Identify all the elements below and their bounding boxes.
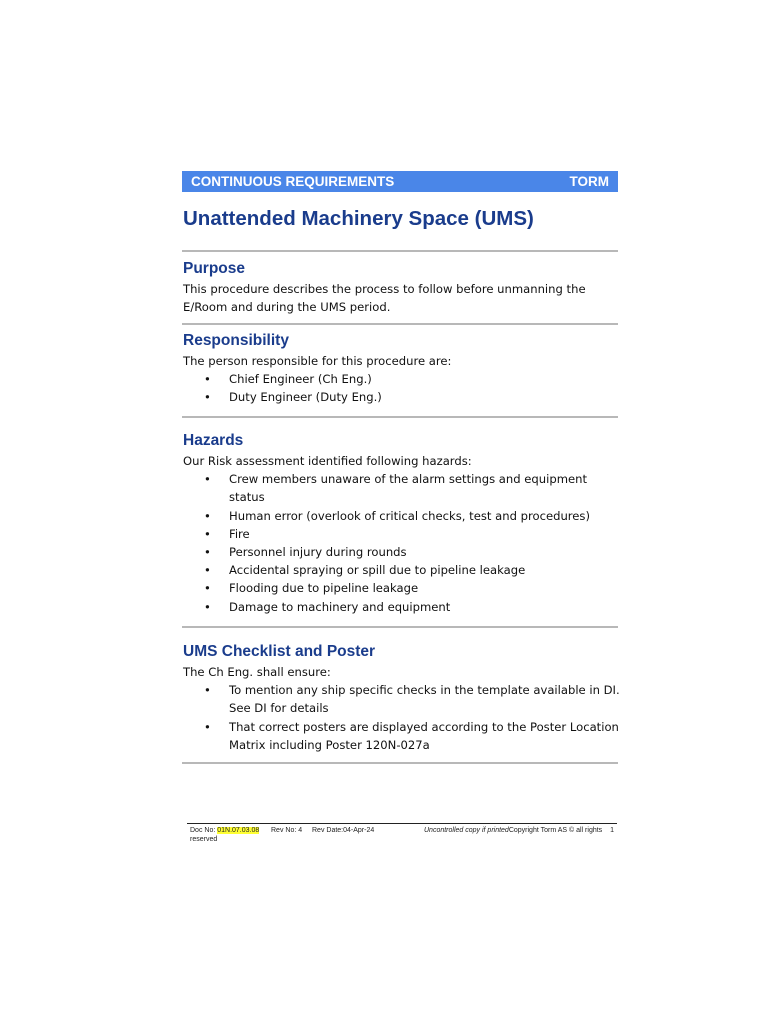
banner-company: TORM <box>569 174 609 189</box>
list-item-text-line-2: Matrix including Poster 120N-027a <box>229 737 430 752</box>
section-divider <box>182 250 618 252</box>
page-title: Unattended Machinery Space (UMS) <box>183 207 534 230</box>
footer-uncontrolled-note: Uncontrolled copy if printed <box>424 827 509 834</box>
section-divider <box>182 762 618 764</box>
footer-doc-label: Doc No: <box>190 827 218 834</box>
footer-page-number: 1 <box>610 827 614 834</box>
list-item <box>183 470 623 506</box>
footer-revision-date: Rev Date:04-Apr-24 <box>312 827 375 834</box>
purpose-text-line-1: This procedure describes the process to follow before unmanning the <box>183 282 586 296</box>
responsibility-section <box>183 331 623 407</box>
bullet-icon: • <box>204 581 211 596</box>
list-item-text: Chief Engineer (Ch Eng.) <box>229 372 372 387</box>
footer-revision: Rev No: 4 <box>271 827 303 834</box>
list-item <box>183 525 623 543</box>
header-banner <box>182 171 618 192</box>
footer-copyright-text: Copyright Torm AS © all rights <box>508 827 603 834</box>
list-item <box>183 507 623 525</box>
list-item <box>183 681 623 717</box>
list-item-text: Duty Engineer (Duty Eng.) <box>229 390 382 405</box>
footer-doc-number <box>190 826 259 835</box>
list-item-text: Accidental spraying or spill due to pipeline leakage <box>229 563 526 578</box>
list-item-text-line-1: That correct posters are displayed according to the Poster Location <box>229 719 619 734</box>
bullet-icon: • <box>204 472 211 487</box>
checklist-intro: The Ch Eng. shall ensure: <box>183 665 331 679</box>
purpose-text-line-2: E/Room and during the UMS period. <box>183 300 391 315</box>
responsibility-intro: The person responsible for this procedure are: <box>183 354 452 368</box>
bullet-icon: • <box>204 508 211 523</box>
footer-doc-value: 01N.07.03.08 <box>217 827 260 834</box>
list-item-text: Personnel injury during rounds <box>229 545 407 560</box>
purpose-heading: Purpose <box>183 260 246 277</box>
list-item-text: Fire <box>229 526 250 541</box>
list-item <box>183 370 623 388</box>
responsibility-list <box>183 370 623 406</box>
banner-category: CONTINUOUS REQUIREMENTS <box>191 174 395 189</box>
list-item-text: Flooding due to pipeline leakage <box>229 581 419 596</box>
list-item-text-line-2: status <box>229 490 265 505</box>
list-item-text: Damage to machinery and equipment <box>229 599 451 614</box>
hazards-heading: Hazards <box>183 432 244 449</box>
bullet-icon: • <box>204 563 211 578</box>
bullet-icon: • <box>204 599 211 614</box>
bullet-icon: • <box>204 719 211 734</box>
bullet-icon: • <box>204 390 211 405</box>
list-item-text-line-1: To mention any ship specific checks in the template available in DI. <box>229 683 620 698</box>
section-divider <box>182 323 618 325</box>
checklist-heading: UMS Checklist and Poster <box>183 643 376 660</box>
purpose-section <box>183 259 623 316</box>
hazards-intro: Our Risk assessment identified following hazards: <box>183 454 472 468</box>
checklist-list <box>183 681 623 754</box>
hazards-list <box>183 470 623 616</box>
list-item-text: Human error (overlook of critical checks, test and procedures) <box>229 508 590 523</box>
list-item <box>183 598 623 616</box>
list-item <box>183 561 623 579</box>
footer-copyright <box>424 826 602 835</box>
bullet-icon: • <box>204 683 211 698</box>
bullet-icon: • <box>204 545 211 560</box>
hazards-section <box>183 431 623 616</box>
list-item <box>183 388 623 406</box>
bullet-icon: • <box>204 526 211 541</box>
section-divider <box>182 626 618 628</box>
responsibility-heading: Responsibility <box>183 332 289 349</box>
list-item <box>183 718 623 754</box>
footer-reserved: reserved <box>190 836 218 843</box>
section-divider <box>182 416 618 418</box>
list-item <box>183 579 623 597</box>
bullet-icon: • <box>204 372 211 387</box>
checklist-section <box>183 642 623 754</box>
list-item <box>183 543 623 561</box>
footer-divider <box>187 823 617 824</box>
list-item-text-line-2: See DI for details <box>229 701 329 716</box>
list-item-text-line-1: Crew members unaware of the alarm settings and equipment <box>229 472 588 487</box>
